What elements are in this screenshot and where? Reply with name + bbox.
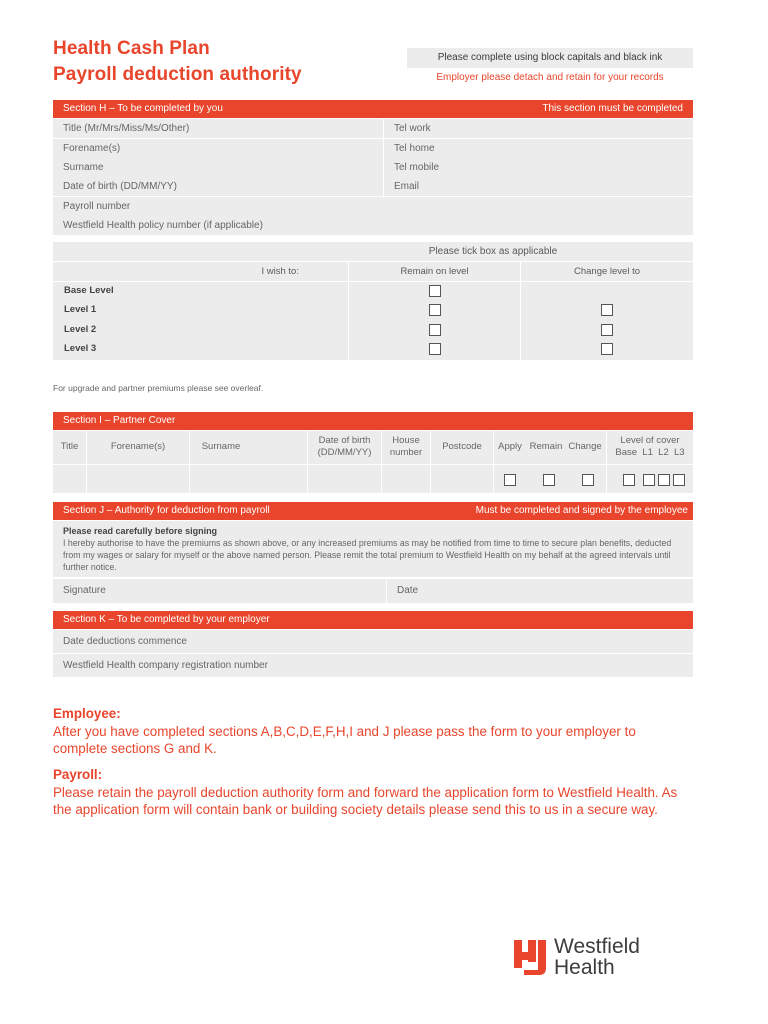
section-j-header <box>53 502 693 520</box>
level-2-label: Level 2 <box>64 324 97 335</box>
logo-text-westfield: Westfield <box>554 935 640 958</box>
partner-change-checkbox[interactable] <box>582 474 594 486</box>
field-dob[interactable] <box>53 177 693 196</box>
field-policy-label: Westfield Health policy number (if applicable) <box>63 220 263 231</box>
partner-apply-checkbox[interactable] <box>504 474 516 486</box>
remain-level2-checkbox[interactable] <box>429 324 441 336</box>
field-payroll-number[interactable] <box>53 197 693 216</box>
col-postcode: Postcode <box>442 441 482 452</box>
section-h-required-note: This section must be completed <box>542 103 683 114</box>
signature-field[interactable]: Signature <box>63 585 106 596</box>
col-level-of-cover: Level of cover <box>620 435 680 446</box>
remain-level3-checkbox[interactable] <box>429 343 441 355</box>
col-change: Change <box>568 441 602 452</box>
col-wish-to: I wish to: <box>261 266 299 277</box>
field-tel-mobile-label: Tel mobile <box>394 162 440 173</box>
westfield-logo-icon <box>512 938 548 976</box>
section-k-title: Section K – To be completed by your employer <box>63 614 270 625</box>
field-surname[interactable] <box>53 158 693 177</box>
level-3-label: Level 3 <box>64 343 97 354</box>
field-payroll-label: Payroll number <box>63 201 131 212</box>
col-partner-forename: Forename(s) <box>110 441 166 452</box>
col-apply: Apply <box>498 441 522 452</box>
section-j-required-note: Must be completed and signed by the employee <box>475 505 688 516</box>
partner-base-checkbox[interactable] <box>623 474 635 486</box>
field-surname-label: Surname <box>63 162 104 173</box>
section-j-title: Section J – Authority for deduction from payroll <box>63 505 270 516</box>
col-partner-surname: Surname <box>201 441 241 452</box>
col-change-level-to: Change level to <box>573 266 641 277</box>
col-remain: Remain <box>529 441 563 452</box>
section-h-title: Section H – To be completed by you <box>63 103 223 114</box>
employee-instructions <box>53 705 693 758</box>
col-level-codes: Base L1 L2 L3 <box>615 447 685 458</box>
section-i-title: Section I – Partner Cover <box>63 415 176 426</box>
payroll-heading: Payroll: <box>53 767 103 782</box>
col-partner-dob-line2: (DD/MM/YY) <box>317 447 372 458</box>
employer-detach-note: Employer please detach and retain for your records <box>436 72 664 83</box>
section-h-header <box>53 100 693 118</box>
authority-statement: I hereby authorise to have the premiums as shown above, or any increased premiums as may be notified from time to time to secure plan benefits, deducted from my wages or salary for myself or the above named person. Please remit the total premium to Westfield Health on my behalf at the agreed intervals until further notice. <box>63 538 672 572</box>
col-partner-dob-line1: Date of birth <box>318 435 371 446</box>
employee-heading: Employee: <box>53 706 121 721</box>
upgrade-footnote: For upgrade and partner premiums please see overleaf. <box>53 383 264 393</box>
partner-remain-checkbox[interactable] <box>543 474 555 486</box>
section-i-header <box>53 412 693 430</box>
read-carefully-heading: Please read carefully before signing <box>63 526 218 536</box>
col-house-line1: House <box>392 435 420 446</box>
partner-l2-checkbox[interactable] <box>658 474 670 486</box>
field-email-label: Email <box>394 181 420 192</box>
logo-text-health: Health <box>554 956 615 979</box>
field-forename[interactable] <box>53 139 693 158</box>
level-1-label: Level 1 <box>64 304 97 315</box>
company-reg-label: Westfield Health company registration number <box>63 660 268 671</box>
date-field[interactable]: Date <box>397 585 419 596</box>
change-level3-checkbox[interactable] <box>601 343 613 355</box>
partner-table-headers <box>53 431 693 464</box>
section-h-fields <box>53 119 693 237</box>
company-reg-field[interactable] <box>53 654 693 677</box>
partner-l3-checkbox[interactable] <box>673 474 685 486</box>
westfield-health-logo <box>512 935 682 979</box>
field-title-label: Title (Mr/Mrs/Miss/Ms/Other) <box>63 123 190 134</box>
field-policy-number[interactable] <box>53 216 693 235</box>
tick-table-heading: Please tick box as applicable <box>53 242 693 261</box>
partner-table-entry-row[interactable] <box>53 465 693 493</box>
level-base-label: Base Level <box>64 285 114 296</box>
field-tel-home-label: Tel home <box>394 143 435 154</box>
block-capitals-note: Please complete using block capitals and black ink <box>407 48 693 68</box>
col-partner-title: Title <box>60 441 79 452</box>
change-level2-checkbox[interactable] <box>601 324 613 336</box>
employee-text: After you have completed sections A,B,C,D,E,F,H,I and J please pass the form to your employer to complete sections G and K. <box>53 723 636 756</box>
remain-base-checkbox[interactable] <box>429 285 441 297</box>
tick-table-column-headers <box>53 262 693 281</box>
form-title-line2: Payroll deduction authority <box>53 64 302 85</box>
section-k-header <box>53 611 693 629</box>
col-remain-on-level: Remain on level <box>400 266 469 277</box>
signature-date-row <box>53 579 693 603</box>
form-title-line1: Health Cash Plan <box>53 38 210 59</box>
payroll-instructions <box>53 766 693 819</box>
tick-table-body <box>53 282 693 360</box>
authority-text-block <box>53 521 693 577</box>
col-house-line2: number <box>389 447 423 458</box>
date-commence-label: Date deductions commence <box>63 636 187 647</box>
remain-level1-checkbox[interactable] <box>429 304 441 316</box>
date-commence-field[interactable] <box>53 630 693 653</box>
field-forename-label: Forename(s) <box>63 143 121 154</box>
field-tel-work-label: Tel work <box>394 123 431 134</box>
partner-l1-checkbox[interactable] <box>643 474 655 486</box>
payroll-text: Please retain the payroll deduction authority form and forward the application form to Westfield Health. As the application form will contain bank or building society details please send this to us in a secure way. <box>53 784 678 817</box>
field-dob-label: Date of birth (DD/MM/YY) <box>63 181 177 192</box>
change-level1-checkbox[interactable] <box>601 304 613 316</box>
field-title[interactable] <box>53 119 693 138</box>
